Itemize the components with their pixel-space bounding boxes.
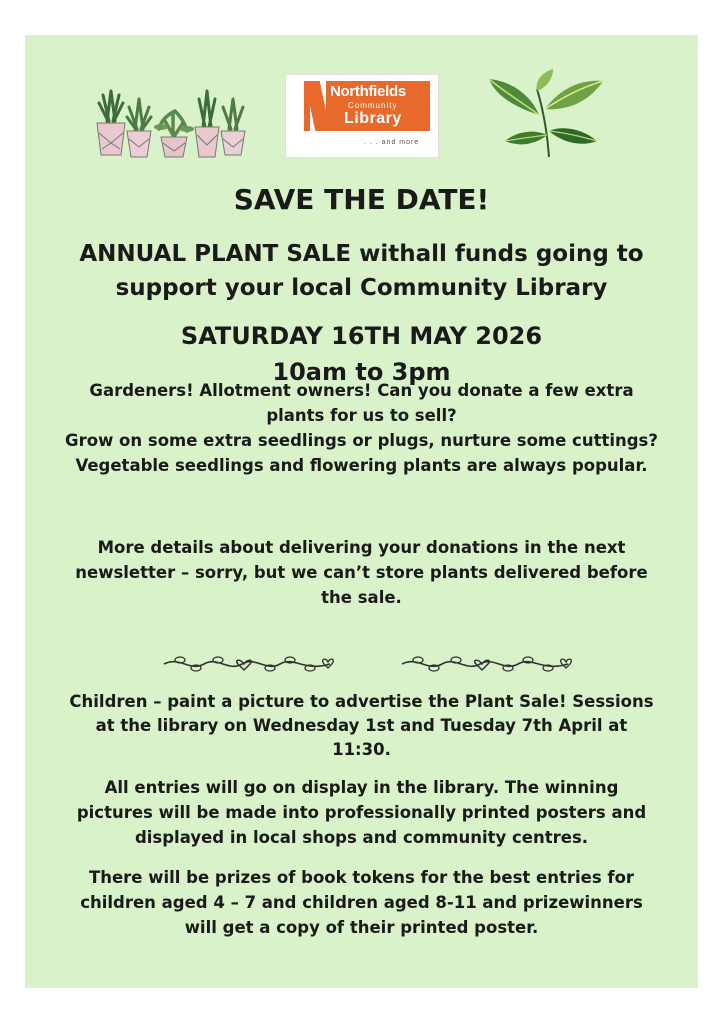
- library-logo: [285, 74, 439, 158]
- body-line: Vegetable seedlings and flowering plants are always popular.: [75, 456, 648, 475]
- leaf-branch-icon: [483, 69, 613, 159]
- body-line: Gardeners! Allotment owners! Can you donate a few extra plants for us to sell?: [89, 381, 634, 425]
- delivery-note: More details about delivering your donations in the next newsletter – sorry, but we can’t store plants delivered before the sale.: [75, 538, 648, 607]
- logo-line2: Community: [348, 101, 398, 110]
- prizes-note: There will be prizes of book tokens for the best entries for children aged 4 – 7 and children aged 8-11 and prizewinners will get a copy of their printed poster.: [80, 868, 643, 937]
- poster: [25, 35, 698, 988]
- logo-line3: Library: [344, 110, 402, 127]
- heading: SAVE THE DATE!: [233, 183, 490, 216]
- children-session: Children – paint a picture to advertise the Plant Sale! Sessions at the library on Wednesday 1st and Tuesday 7th April at 11:30.: [69, 692, 654, 759]
- event-time: 10am to 3pm: [272, 358, 451, 386]
- logo-line1: Northfields: [330, 83, 406, 100]
- logo-tagline: . . . and more: [364, 139, 420, 146]
- heart-vine-divider-icon: [160, 652, 335, 676]
- body-line: Grow on some extra seedlings or plugs, nurture some cuttings?: [65, 431, 658, 450]
- heart-vine-divider-icon: [398, 652, 573, 676]
- event-date: SATURDAY 16TH MAY 2026: [180, 322, 543, 350]
- donation-appeal: [65, 378, 658, 478]
- display-note: All entries will go on display in the library. The winning pictures will be made into professionally printed posters and displayed in local shops and community centres.: [76, 778, 647, 847]
- subheading: ANNUAL PLANT SALE withall funds going to support your local Community Library: [79, 241, 644, 301]
- potted-plants-icon: [89, 77, 249, 159]
